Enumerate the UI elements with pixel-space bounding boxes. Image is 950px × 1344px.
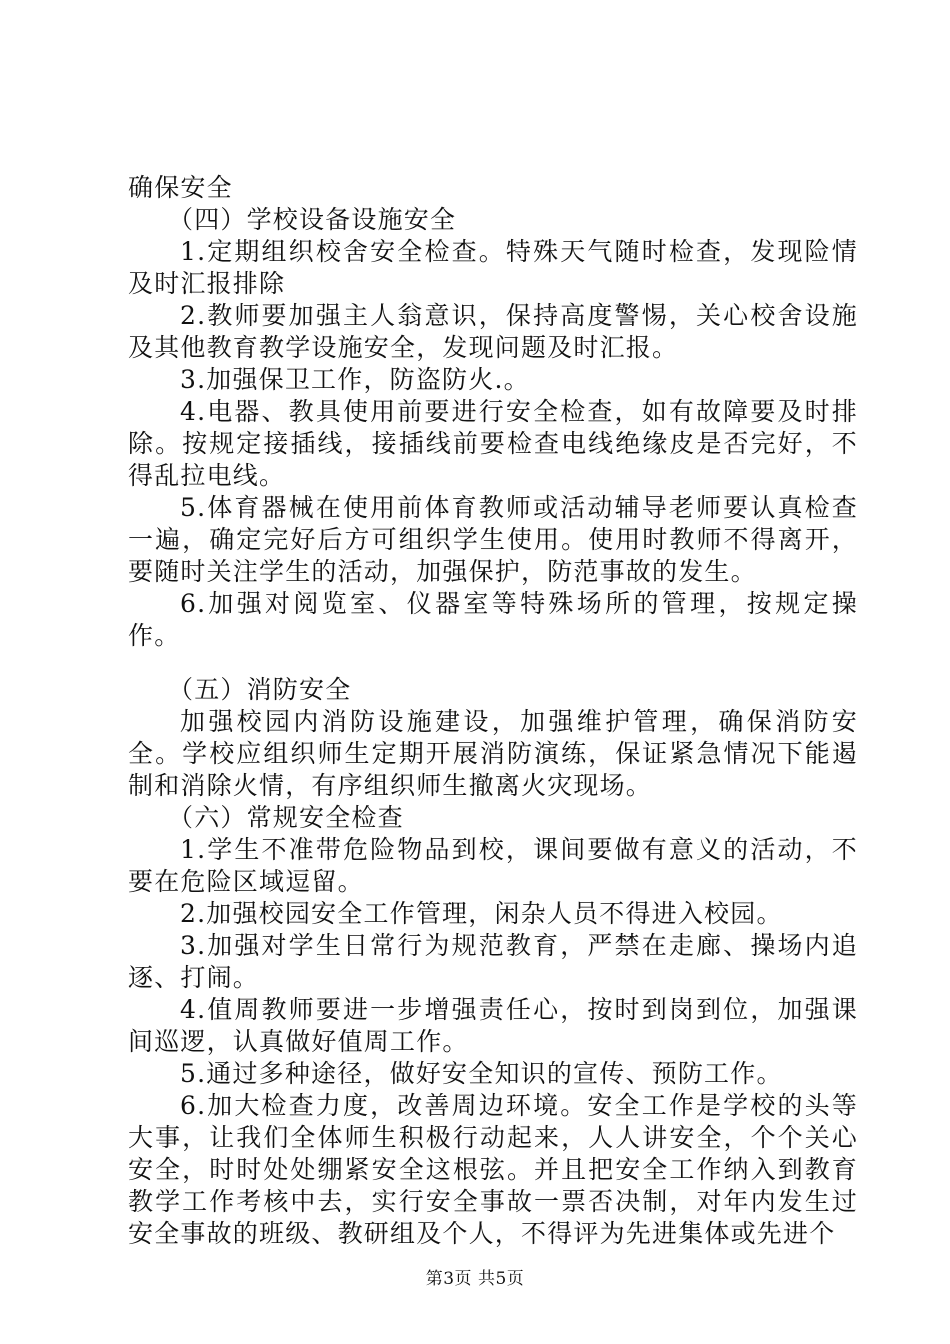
list-item: 3.加强保卫工作，防盗防火.。 bbox=[180, 365, 530, 394]
list-item: 2.加强校园安全工作管理，闲杂人员不得进入校园。 bbox=[180, 899, 783, 928]
list-item: 5.通过多种途径，做好安全知识的宣传、预防工作。 bbox=[180, 1059, 783, 1088]
list-item: 5.体育器械在使用前体育教师或活动辅导老师要认真检查一遍，确定完好后方可组织学生使用。使用时教师不得离开，要随时关注学生的活动，加强保护，防范事故的发生。 bbox=[128, 493, 858, 586]
document-body bbox=[128, 172, 858, 1250]
list-item: 6.加大检查力度，改善周边环境。安全工作是学校的头等大事，让我们全体师生积极行动起来，人人讲安全，个个关心安全，时时处处绷紧安全这根弦。并且把安全工作纳入到教育教学工作考核中去，实行安全事故一票否决制，对年内发生过安全事故的班级、教研组及个人，不得评为先进集体或先进个 bbox=[128, 1091, 858, 1248]
list-item: 1.学生不准带危险物品到校，课间要做有意义的活动，不要在危险区域逗留。 bbox=[128, 835, 858, 896]
section-heading-routine-check: （六）常规安全检查 bbox=[168, 803, 404, 832]
list-item: 6.加强对阅览室、仪器室等特殊场所的管理，按规定操作。 bbox=[128, 589, 858, 650]
list-item: 3.加强对学生日常行为规范教育，严禁在走廊、操场内追逐、打闹。 bbox=[128, 931, 858, 992]
list-item: 4.电器、教具使用前要进行安全检查，如有故障要及时排除。按规定接插线，接插线前要检查电线绝缘皮是否完好，不得乱拉电线。 bbox=[128, 397, 858, 490]
list-item: 4.值周教师要进一步增强责任心，按时到岗到位，加强课间巡逻，认真做好值周工作。 bbox=[128, 995, 858, 1056]
paragraph-continuation: 确保安全 bbox=[128, 173, 233, 202]
paragraph-gap bbox=[128, 652, 858, 674]
list-item: 2.教师要加强主人翁意识，保持高度警惕，关心校舍设施及其他教育教学设施安全，发现问题及时汇报。 bbox=[128, 301, 858, 362]
page-number-footer: 第3页 共5页 bbox=[425, 1269, 525, 1289]
list-item: 1.定期组织校舍安全检查。特殊天气随时检查，发现险情及时汇报排除 bbox=[128, 237, 858, 298]
section-heading-fire-safety: （五）消防安全 bbox=[168, 675, 352, 704]
section-heading-facilities: （四）学校设备设施安全 bbox=[168, 205, 457, 234]
paragraph: 加强校园内消防设施建设，加强维护管理，确保消防安全。学校应组织师生定期开展消防演练，保证紧急情况下能遏制和消除火情，有序组织师生撤离火灾现场。 bbox=[128, 707, 858, 800]
